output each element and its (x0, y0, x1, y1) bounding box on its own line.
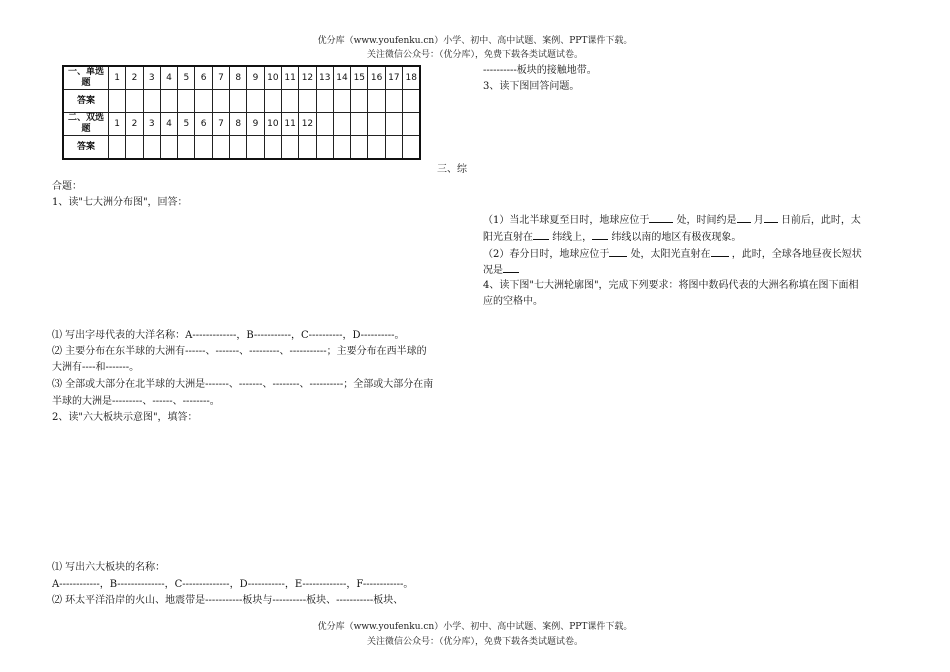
number-cell: 10 (264, 66, 281, 90)
answer-cell[interactable] (212, 136, 229, 160)
answer-cell[interactable] (143, 136, 160, 160)
question-1-part-3-line1: ⑶ 全部或大部分在北半球的大洲是-------、-------、--------、----------；全部或大部分在南 (52, 379, 434, 390)
fill-blank[interactable] (533, 229, 549, 240)
single-choice-label: 一、单选题 (63, 66, 109, 90)
question-3-part-1-line1 (483, 212, 861, 228)
text-segment: 日前后，此时，太 (780, 215, 861, 226)
answer-cell[interactable] (368, 90, 385, 113)
number-cell: 2 (126, 113, 143, 136)
empty-cell (403, 113, 421, 136)
answer-cell[interactable] (178, 90, 195, 113)
answer-cell[interactable] (178, 136, 195, 160)
answer-cell[interactable] (299, 90, 316, 113)
question-2-part-2: ⑵ 环太平洋沿岸的火山、地震带是-----------板块与----------板块、-----------板块、 (52, 595, 404, 606)
empty-cell (351, 136, 368, 160)
answer-cell[interactable] (281, 90, 298, 113)
number-cell: 3 (143, 113, 160, 136)
text-segment: 处，太阳光直射在 (630, 249, 711, 260)
text-segment: 月 (753, 215, 764, 226)
fill-blank[interactable] (503, 262, 519, 273)
answer-cell[interactable] (126, 90, 143, 113)
number-cell: 6 (195, 113, 212, 136)
number-cell: 7 (212, 66, 229, 90)
number-cell: 12 (299, 66, 316, 90)
question-2-prompt: 2、读"六大板块示意图"，填答： (52, 412, 198, 423)
answer-cell[interactable] (212, 90, 229, 113)
fill-blank[interactable] (711, 246, 729, 257)
empty-cell (316, 113, 333, 136)
question-1-part-1: ⑴ 写出字母代表的大洋名称：A-------------，B-----------，C----------，D----------。 (52, 330, 405, 341)
number-cell: 15 (351, 66, 368, 90)
question-1-part-3-line2: 半球的大洲是---------、------、--------。 (52, 396, 220, 407)
question-1-part-2-line1: ⑵ 主要分布在东半球的大洲有------、-------、---------、-----------；主要分布在西半球的 (52, 346, 427, 357)
question-1-part-2-line2: 大洲有----和-------。 (52, 362, 140, 373)
answer-cell[interactable] (109, 136, 126, 160)
question-3-part-2-line1 (483, 246, 862, 262)
answer-cell[interactable] (247, 90, 264, 113)
answer-cell[interactable] (316, 90, 333, 113)
answer-cell[interactable] (333, 90, 350, 113)
number-cell: 17 (385, 66, 402, 90)
question-3-part-1-line2 (483, 229, 741, 245)
answer-cell[interactable] (385, 90, 402, 113)
page-header-line1: 优分库（www.youfenku.cn）小学、初中、高中试题、案例、PPT课件下载。 (317, 36, 633, 46)
answer-cell[interactable] (299, 136, 316, 160)
answer-cell[interactable] (195, 136, 212, 160)
answer-cell[interactable] (264, 136, 281, 160)
answer-cell[interactable] (230, 136, 247, 160)
page-footer-line2: 关注微信公众号：（优分库），免费下载各类试题试卷。 (366, 637, 583, 647)
answer-cell[interactable] (403, 90, 421, 113)
text-segment: ，此时，全球各地昼夜长短状 (731, 249, 862, 260)
answer-cell[interactable] (230, 90, 247, 113)
empty-cell (316, 136, 333, 160)
answer-label: 答案 (63, 90, 109, 113)
answer-cell[interactable] (195, 90, 212, 113)
page-footer-line1: 优分库（www.youfenku.cn）小学、初中、高中试题、案例、PPT课件下载。 (317, 622, 633, 632)
number-cell: 4 (160, 113, 177, 136)
answer-cell[interactable] (247, 136, 264, 160)
question-1-prompt: 1、读"七大洲分布图"，回答： (52, 197, 188, 208)
number-cell: 3 (143, 66, 160, 90)
number-cell: 6 (195, 66, 212, 90)
number-cell: 2 (126, 66, 143, 90)
answer-cell[interactable] (281, 136, 298, 160)
question-3-part-2-line2 (483, 262, 519, 278)
text-segment: 处，时间约是 (676, 215, 737, 226)
number-cell: 1 (109, 113, 126, 136)
empty-cell (368, 113, 385, 136)
question-4-prompt-line1: 4、读下图"七大洲轮廓图"，完成下列要求：将图中数码代表的大洲名称填在图下面相 (483, 280, 859, 291)
answer-cell[interactable] (143, 90, 160, 113)
number-cell: 16 (368, 66, 385, 90)
fill-blank[interactable] (592, 229, 608, 240)
question-2-part-2-continued: ----------板块的接触地带。 (483, 65, 597, 76)
number-cell: 5 (178, 113, 195, 136)
answer-cell[interactable] (264, 90, 281, 113)
fill-blank[interactable] (764, 212, 778, 223)
fill-blank[interactable] (737, 212, 751, 223)
double-choice-number-row (63, 113, 420, 136)
double-choice-answer-row (63, 136, 420, 160)
answer-table (62, 65, 421, 160)
text-segment: （2）春分日时，地球应位于 (483, 249, 610, 260)
empty-cell (333, 136, 350, 160)
section3-heading-part1: 三、综 (437, 164, 467, 175)
number-cell: 11 (281, 113, 298, 136)
answer-cell[interactable] (126, 136, 143, 160)
number-cell: 5 (178, 66, 195, 90)
text-segment: 况是 (483, 265, 503, 276)
answer-cell[interactable] (160, 90, 177, 113)
number-cell: 8 (230, 66, 247, 90)
empty-cell (351, 113, 368, 136)
number-cell: 11 (281, 66, 298, 90)
number-cell: 18 (403, 66, 421, 90)
answer-cell[interactable] (351, 90, 368, 113)
text-segment: 纬线上， (552, 232, 593, 243)
empty-cell (368, 136, 385, 160)
number-cell: 9 (247, 66, 264, 90)
number-cell: 12 (299, 113, 316, 136)
number-cell: 7 (212, 113, 229, 136)
number-cell: 13 (316, 66, 333, 90)
number-cell: 8 (230, 113, 247, 136)
empty-cell (385, 136, 402, 160)
number-cell: 10 (264, 113, 281, 136)
number-cell: 9 (247, 113, 264, 136)
page-header-line2: 关注微信公众号：（优分库），免费下载各类试题试卷。 (366, 50, 583, 60)
section3-heading-part2: 合题： (52, 181, 82, 192)
number-cell: 4 (160, 66, 177, 90)
text-segment: 纬线以南的地区有极夜现象。 (611, 232, 742, 243)
empty-cell (403, 136, 421, 160)
question-3-prompt: 3、读下图回答问题。 (483, 81, 580, 92)
fill-blank[interactable] (609, 246, 627, 257)
single-choice-number-row (63, 66, 420, 90)
number-cell: 14 (333, 66, 350, 90)
text-segment: 阳光直射在 (483, 232, 533, 243)
question-4-prompt-line2: 应的空格中。 (483, 296, 543, 307)
number-cell: 1 (109, 66, 126, 90)
answer-cell[interactable] (109, 90, 126, 113)
fill-blank[interactable] (649, 212, 673, 223)
single-choice-answer-row (63, 90, 420, 113)
text-segment: （1）当北半球夏至日时，地球应位于 (483, 215, 650, 226)
double-choice-label: 二、双选题 (63, 113, 109, 136)
empty-cell (333, 113, 350, 136)
answer-cell[interactable] (160, 136, 177, 160)
question-2-part-1: ⑴ 写出六大板块的名称： (52, 562, 166, 573)
empty-cell (385, 113, 402, 136)
answer-label: 答案 (63, 136, 109, 160)
question-2-part-1-answers: A------------，B--------------，C--------------，D-----------，E-------------，F------------。 (52, 579, 414, 590)
